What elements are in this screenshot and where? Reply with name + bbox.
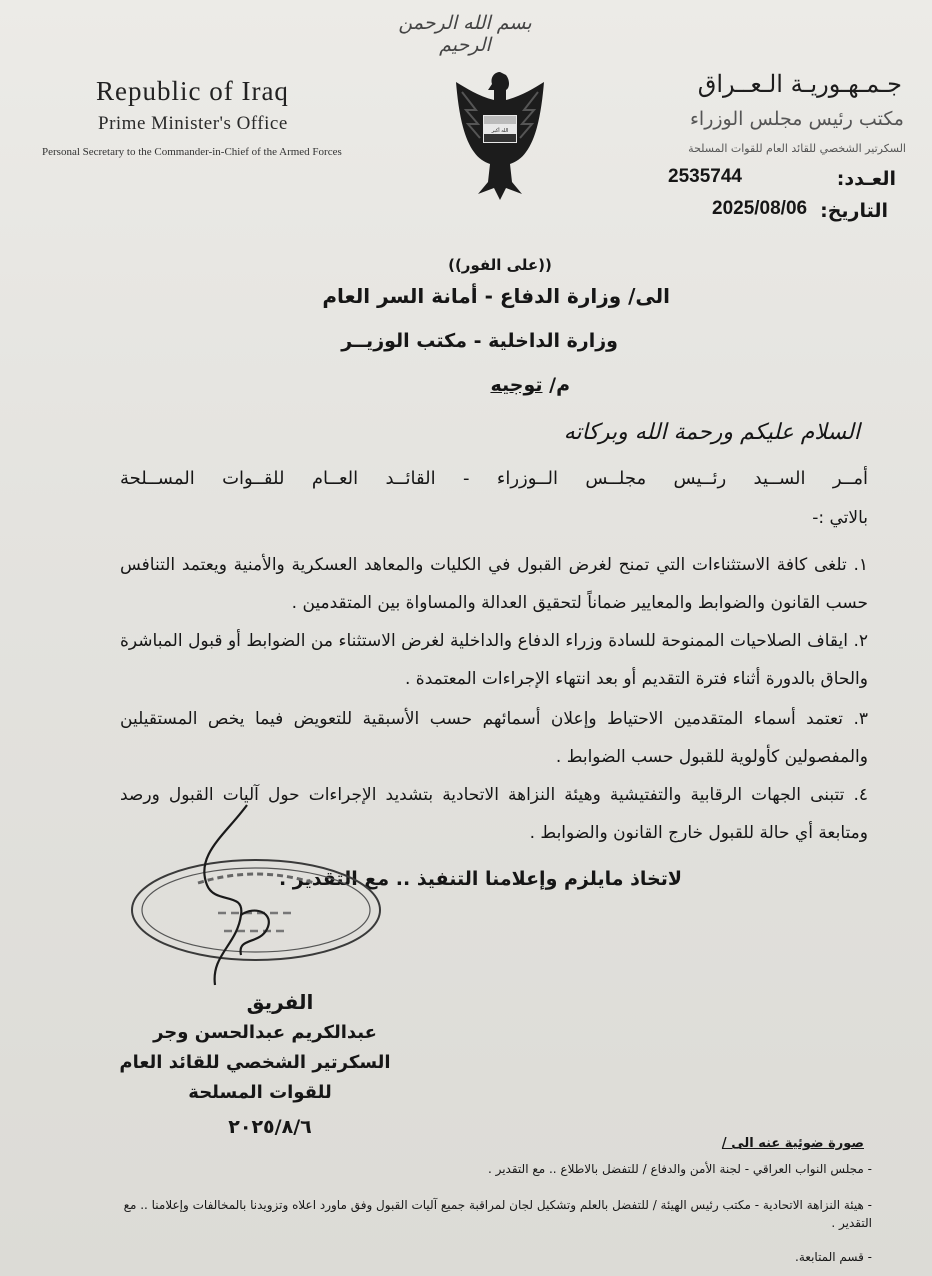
reference-number-value: 2535744 [668, 166, 742, 187]
date-value: 2025/08/06 [712, 198, 808, 219]
basmala: بسم الله الرحمن الرحيم [398, 12, 532, 56]
copies-heading: صورة ضوئية عنه الى / [721, 1136, 864, 1151]
closing-line: لاتخاذ مايلزم وإعلامنا التنفيذ .. مع التقدير . [278, 868, 682, 890]
directive-item-3: ٣. تعتمد أسماء المتقدمين الاحتياط وإعلان أسمائهم حسب الأسبقية للتعويض فيما يخص المستقيلين والمفصولين كأولوية للقبول حسب الضوابط . [120, 709, 868, 767]
directive-item-4: ٤. تتبنى الجهات الرقابية والتفتيشية وهيئة النزاهة الاتحادية بتشديد الإجراءات حول آليات القبول ورصد ومتابعة أي حالة للقبول خارج القانون والضوابط . [120, 785, 868, 843]
arabic-secretary-line: السكرتير الشخصي للقائد العام للقوات المسلحة [688, 142, 906, 155]
signature-date: ٢٠٢٥/٨/٦ [228, 1116, 312, 1138]
signatory-name: عبدالكريم عبدالحسن وجر [153, 1022, 377, 1043]
directive-item-1: ١. تلغى كافة الاستثناءات التي تمنح لغرض القبول في الكليات والمعاهد العسكرية والأمنية ويعتمد التنافس حسب القانون والضوابط والمعايير ضماناً لتحقيق العدالة والمساواة بين المتقدمين . [120, 555, 868, 613]
signatory-title-line-1: السكرتير الشخصي للقائد العام [119, 1052, 391, 1073]
english-secretary-line: Personal Secretary to the Commander-in-Chief of the Armed Forces [42, 146, 342, 158]
date-label: التاريخ: [820, 200, 888, 222]
recipient-line-2: وزارة الداخلية - مكتب الوزيــر [341, 330, 618, 352]
greeting: السلام عليكم ورحمة الله وبركاته [563, 420, 860, 445]
signatory-rank: الفريق [246, 990, 314, 1014]
subject-line [490, 374, 570, 396]
english-country-name: Republic of Iraq [96, 76, 289, 106]
arabic-country-name: جـمـهـوريـة الـعــراق [697, 70, 902, 98]
order-intro: أمــر الســيد رئــيس مجلــس الــوزراء - القائــد العــام للقــوات المســلحة [120, 468, 868, 489]
copy-recipient-2: - هيئة النزاهة الاتحادية - مكتب رئيس الهيئة / للتفضل بالعلم وتشكيل لجان لمراقبة جميع آليات القبول وفق ماورد اعلاه وتزويدنا بالمخالفات وإعلامنا .. مع التقدير . [123, 1198, 872, 1230]
directive-item-2: ٢. ايقاف الصلاحيات الممنوحة للسادة وزراء الدفاع والداخلية لغرض الاستثناء من الضوابط أو قبول المباشرة والحاق بالدورة أثناء فترة التقديم أو بعد انتهاء الإجراءات المعتمدة . [120, 631, 868, 689]
svg-text:الله أكبر: الله أكبر [491, 128, 509, 134]
arabic-office-name: مكتب رئيس مجلس الوزراء [689, 108, 904, 130]
subject-prefix: م/ [549, 374, 570, 396]
handwritten-signature [155, 795, 335, 1005]
copy-recipient-1: - مجلس النواب العراقي - لجنة الأمن والدفاع / للتفضل بالاطلاع .. مع التقدير . [487, 1162, 872, 1176]
copy-recipient-3: - قسم المتابعة. [795, 1250, 872, 1264]
urgency-marker: ((على الفور)) [448, 256, 552, 274]
reference-number-label: العـدد: [836, 168, 896, 190]
recipient-line-1: الى/ وزارة الدفاع - أمانة السر العام [322, 284, 670, 308]
iraq-eagle-emblem [448, 66, 552, 206]
english-office-name: Prime Minister's Office [98, 113, 288, 134]
subject-text: توجيه [490, 374, 543, 396]
signatory-title-line-2: للقوات المسلحة [188, 1082, 332, 1103]
order-intro-continuation: بالاتي :- [812, 508, 868, 528]
